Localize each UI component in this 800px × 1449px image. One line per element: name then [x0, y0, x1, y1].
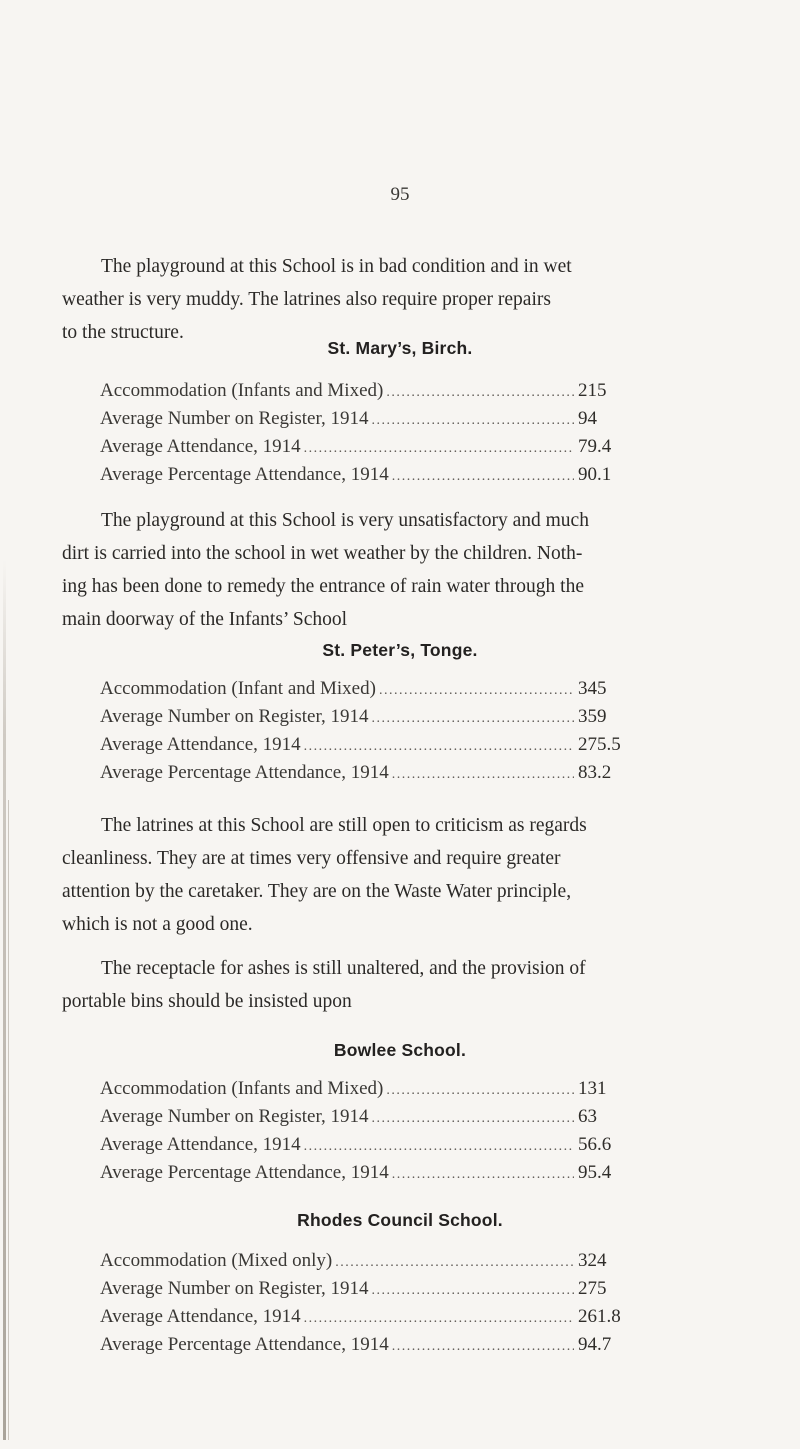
section-heading-st-marys-birch: St. Mary’s, Birch.	[327, 338, 473, 358]
paragraph-line: main doorway of the Infants’ School	[62, 609, 348, 630]
stat-label: Average Attendance, 1914	[100, 734, 301, 755]
stat-label: Average Percentage Attendance, 1914	[100, 762, 389, 783]
stat-label: Average Percentage Attendance, 1914	[100, 464, 389, 485]
dot-leader	[372, 706, 574, 732]
stat-label: Average Attendance, 1914	[100, 436, 301, 457]
stats-table-rhodes-council-school	[100, 1248, 630, 1360]
stat-row	[100, 1076, 630, 1104]
stat-row	[100, 462, 630, 490]
stat-label: Average Number on Register, 1914	[100, 706, 369, 727]
stat-label: Average Attendance, 1914	[100, 1134, 301, 1155]
stat-row	[100, 1332, 630, 1360]
binding-edge	[3, 560, 6, 1440]
dot-leader	[372, 1278, 574, 1304]
stat-row	[100, 676, 630, 704]
stat-value: 79.4	[578, 436, 612, 457]
stat-value: 261.8	[578, 1306, 621, 1327]
stat-value: 215	[578, 380, 607, 401]
dot-leader	[304, 1306, 574, 1332]
paragraph-line: ing has been done to remedy the entrance of rain water through the	[62, 576, 584, 597]
section-heading-st-peters-tonge: St. Peter’s, Tonge.	[322, 640, 478, 660]
paragraph-line: weather is very muddy. The latrines also require proper repairs	[62, 289, 551, 310]
paragraph-playground-repairs	[62, 250, 662, 349]
paragraph-line: The playground at this School is very unsatisfactory and much	[101, 510, 589, 531]
section-heading-bowlee-school: Bowlee School.	[333, 1040, 467, 1060]
stat-label: Average Percentage Attendance, 1914	[100, 1162, 389, 1183]
paragraph-line: cleanliness. They are at times very offensive and require greater	[62, 848, 561, 869]
stat-value: 345	[578, 678, 607, 699]
page-number: 95	[390, 184, 410, 205]
stat-value: 63	[578, 1106, 597, 1127]
paragraph-line: The playground at this School is in bad condition and in wet	[101, 256, 572, 277]
stat-row	[100, 760, 630, 788]
section-heading-rhodes-council-school: Rhodes Council School.	[297, 1210, 503, 1230]
stat-row	[100, 1304, 630, 1332]
stat-value: 94	[578, 408, 597, 429]
stat-value: 131	[578, 1078, 607, 1099]
stats-table-st-marys-birch	[100, 378, 630, 490]
paragraph-line: The receptacle for ashes is still unaltered, and the provision of	[101, 958, 586, 979]
dot-leader	[392, 1162, 574, 1188]
paragraph-line: attention by the caretaker. They are on the Waste Water principle,	[62, 881, 572, 902]
stat-value: 83.2	[578, 762, 612, 783]
dot-leader	[335, 1250, 574, 1276]
stat-label: Accommodation (Mixed only)	[100, 1250, 333, 1271]
dot-leader	[386, 380, 574, 406]
stat-value: 324	[578, 1250, 607, 1271]
stat-row	[100, 434, 630, 462]
stat-label: Average Number on Register, 1914	[100, 408, 369, 429]
stat-value: 95.4	[578, 1162, 612, 1183]
dot-leader	[392, 1334, 574, 1360]
stat-row	[100, 1104, 630, 1132]
stat-value: 275.5	[578, 734, 621, 755]
dot-leader	[392, 762, 574, 788]
dot-leader	[379, 678, 574, 704]
dot-leader	[304, 734, 574, 760]
binding-edge-line	[8, 800, 9, 1440]
paragraph-line: which is not a good one.	[62, 914, 253, 935]
stats-table-bowlee-school	[100, 1076, 630, 1188]
stat-row	[100, 1160, 630, 1188]
dot-leader	[372, 1106, 574, 1132]
stat-row	[100, 378, 630, 406]
stat-row	[100, 732, 630, 760]
stat-row	[100, 1276, 630, 1304]
paragraph-line: The latrines at this School are still open to criticism as regards	[101, 815, 587, 836]
paragraph-line: to the structure.	[62, 322, 184, 343]
dot-leader	[392, 464, 574, 490]
dot-leader	[304, 1134, 574, 1160]
stat-value: 359	[578, 706, 607, 727]
stat-value: 56.6	[578, 1134, 612, 1155]
stat-row	[100, 1248, 630, 1276]
stat-label: Accommodation (Infants and Mixed)	[100, 1078, 384, 1099]
dot-leader	[386, 1078, 574, 1104]
paragraph-playground-unsatisfactory	[62, 504, 662, 636]
stat-value: 90.1	[578, 464, 612, 485]
stat-label: Accommodation (Infant and Mixed)	[100, 678, 376, 699]
stat-label: Accommodation (Infants and Mixed)	[100, 380, 384, 401]
stat-value: 94.7	[578, 1334, 612, 1355]
stat-label: Average Number on Register, 1914	[100, 1106, 369, 1127]
stat-label: Average Attendance, 1914	[100, 1306, 301, 1327]
paragraph-line: dirt is carried into the school in wet weather by the children. Noth-	[62, 543, 583, 564]
dot-leader	[304, 436, 574, 462]
dot-leader	[372, 408, 574, 434]
stat-value: 275	[578, 1278, 607, 1299]
stat-row	[100, 704, 630, 732]
stat-label: Average Number on Register, 1914	[100, 1278, 369, 1299]
stat-label: Average Percentage Attendance, 1914	[100, 1334, 389, 1355]
stat-row	[100, 1132, 630, 1160]
stats-table-st-peters-tonge	[100, 676, 630, 788]
paragraph-ash-receptacle	[62, 952, 662, 1018]
stat-row	[100, 406, 630, 434]
paragraph-latrines-criticism	[62, 809, 662, 941]
paragraph-line: portable bins should be insisted upon	[62, 991, 352, 1012]
